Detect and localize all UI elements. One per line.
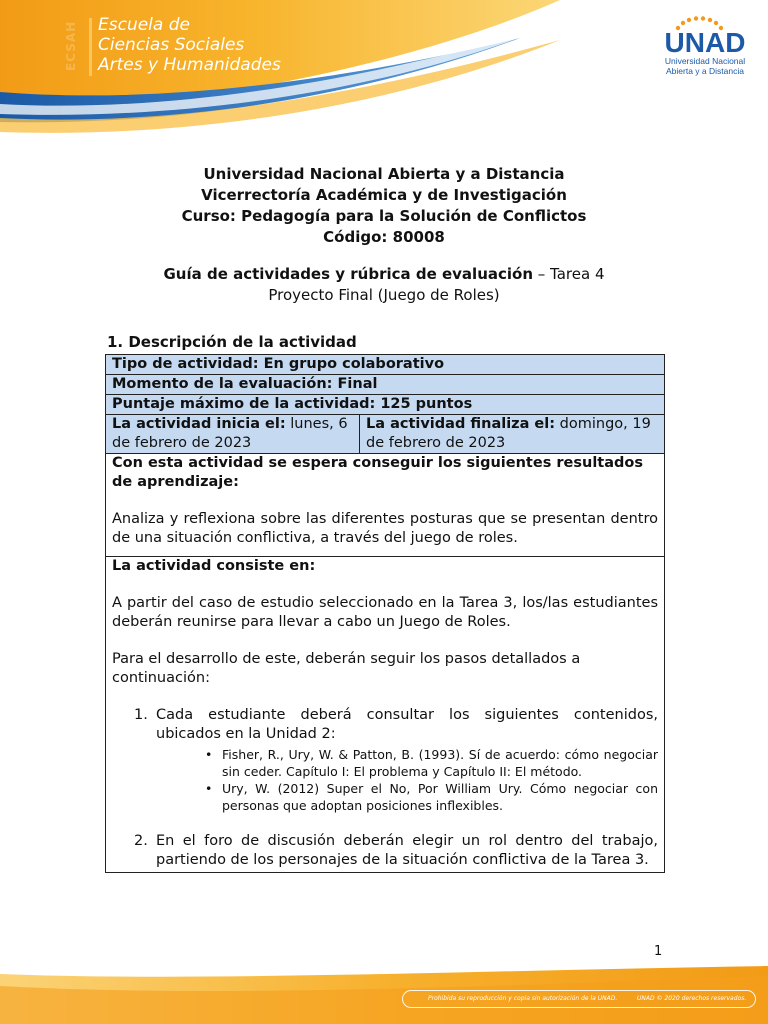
unad-name-line-1: Universidad Nacional [664, 56, 746, 66]
list-item [112, 706, 658, 814]
school-line-3: Artes y Humanidades [98, 55, 281, 75]
title-university: Universidad Nacional Abierta y a Distancia [203, 165, 565, 183]
start-date-value: lunes, 6 de febrero de 2023 [112, 416, 348, 451]
table-row [106, 454, 665, 557]
step-number: 1. [134, 707, 148, 723]
learning-outcomes-heading: Con esta actividad se espera conseguir los siguientes resultados de aprendizaje: [112, 455, 643, 490]
title-vicerrectoria: Vicerrectoría Académica y de Investigación [201, 186, 567, 204]
footer-copyright-notice: Prohibida su reproducción y copia sin autorización de la UNAD. [428, 995, 618, 1002]
activity-description-p1: A partir del caso de estudio seleccionado en la Tarea 3, los/las estudiantes deberán reunirse para llevar a cabo un Juego de Roles. [112, 595, 658, 630]
end-date-label: La actividad finaliza el: [366, 416, 556, 432]
activity-type-cell: Tipo de actividad: En grupo colaborativo [106, 355, 665, 375]
reference-text: Fisher, R., Ury, W. & Patton, B. (1993). Sí de acuerdo: cómo negociar sin ceder. Capítulo I: El problema y Capítulo II: El método. [222, 747, 658, 779]
activity-description-heading: La actividad consiste en: [112, 558, 316, 574]
guide-title-bold: Guía de actividades y rúbrica de evaluación [163, 265, 534, 283]
unad-full-name [660, 56, 750, 76]
step-text: Cada estudiante deberá consultar los siguientes contenidos, ubicados en la Unidad 2: [156, 707, 658, 742]
bullet-icon: • [205, 781, 213, 796]
ecsah-vertical-label: ECSAH [64, 20, 78, 72]
list-item [112, 746, 658, 780]
table-row [106, 415, 665, 454]
school-name [98, 15, 281, 75]
learning-outcomes-cell [106, 454, 665, 557]
unad-name-line-2: Abierta y a Distancia [666, 66, 744, 76]
school-line-2: Ciencias Sociales [98, 35, 245, 55]
guide-title-task: – Tarea 4 [533, 265, 605, 283]
list-item [112, 832, 658, 870]
step-number: 2. [134, 833, 148, 849]
school-divider [89, 18, 92, 76]
evaluation-moment-cell: Momento de la evaluación: Final [106, 375, 665, 395]
activity-description-p2: Para el desarrollo de este, deberán seguir los pasos detallados a continuación: [112, 651, 581, 686]
list-item [112, 780, 658, 814]
end-date-cell [360, 415, 665, 454]
page-number: 1 [654, 944, 663, 959]
start-date-label: La actividad inicia el: [112, 416, 286, 432]
section-title: 1. Descripción de la actividad [107, 333, 357, 351]
references-list [112, 746, 658, 814]
start-date-cell [106, 415, 360, 454]
unad-logo-text: UNAD [664, 27, 746, 58]
table-row [106, 355, 665, 375]
table-row [106, 557, 665, 873]
learning-outcomes-text: Analiza y reflexiona sobre las diferentes posturas que se presentan dentro de una situación conflictiva, a través del juego de roles. [112, 511, 658, 546]
table-row [106, 395, 665, 415]
bullet-icon: • [205, 747, 213, 762]
school-line-1: Escuela de [98, 15, 190, 35]
step-text: En el foro de discusión deberán elegir un rol dentro del trabajo, partiendo de los personajes de la situación conflictiva de la Tarea 3. [156, 833, 658, 868]
title-course: Curso: Pedagogía para la Solución de Conflictos [181, 207, 587, 225]
max-score-cell: Puntaje máximo de la actividad: 125 puntos [106, 395, 665, 415]
activity-table [105, 354, 665, 873]
table-row [106, 375, 665, 395]
steps-list [112, 706, 658, 870]
reference-text: Ury, W. (2012) Super el No, Por William Ury. Cómo negociar con personas que adoptan posiciones inflexibles. [222, 781, 658, 813]
title-code: Código: 80008 [323, 228, 445, 246]
activity-description-cell [106, 557, 665, 873]
guide-subtitle: Proyecto Final (Juego de Roles) [268, 286, 500, 304]
footer-rights: UNAD © 2020 derechos reservados. [637, 995, 747, 1002]
guide-title [0, 264, 768, 306]
document-titles [0, 164, 768, 248]
end-date-value: domingo, 19 de febrero de 2023 [366, 416, 651, 451]
